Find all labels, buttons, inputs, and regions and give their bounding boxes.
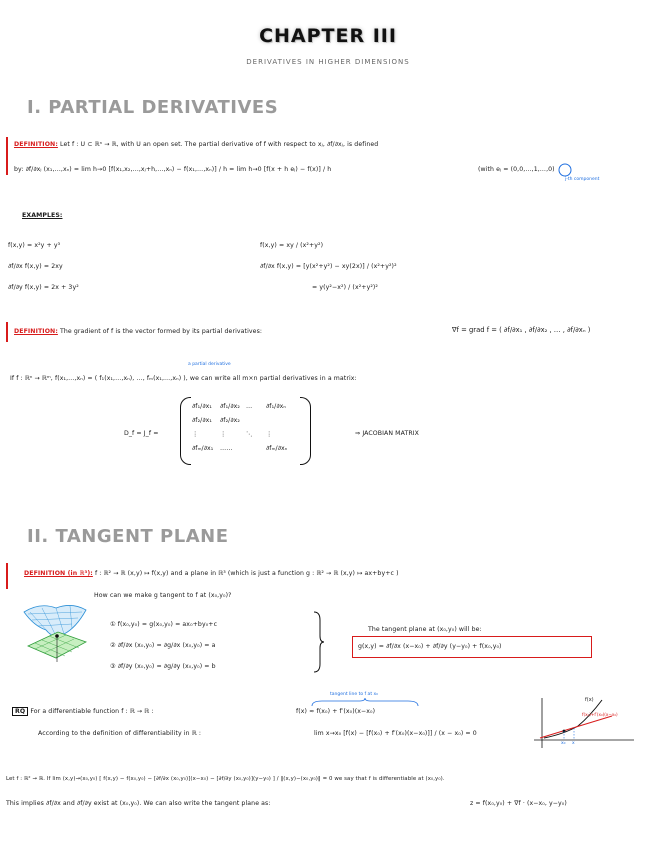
matrix-cell: ∂fₘ/∂x₁ <box>192 445 214 452</box>
matrix-cell: ∂f₂/∂x₂ <box>220 417 240 424</box>
matrix-left-bracket <box>180 397 191 465</box>
definition-2 <box>14 328 262 335</box>
definition-label: DEFINITION: <box>14 328 58 335</box>
definition-2-text: The gradient of f is the vector formed by its partial derivatives: <box>60 328 263 335</box>
matrix-cell: ∂f₁/∂xₙ <box>266 403 286 410</box>
example-left-3: ∂f/∂y f(x,y) = 2x + 3y² <box>8 284 79 291</box>
jacobian-arrow-label: ⇒ JACOBIAN MATRIX <box>355 430 420 437</box>
example-right-3: = y(y²−x²) / (x²+y²)² <box>312 284 379 291</box>
matrix-cell: …… <box>220 445 233 452</box>
partial-derivative-formula: by: ∂f/∂xⱼ (x₁,…,xₙ) = lim h→0 [f(x₁,x₂,…,xⱼ+h,…,xₙ) − f(x₁,…,xₙ)] / h = lim h→0 [f(x + h eⱼ) − f(x)] / h <box>14 166 332 173</box>
examples-left <box>8 235 79 298</box>
definition-label: DEFINITION (in ℝ³): <box>24 570 93 577</box>
matrix-cell: ∂fₘ/∂xₙ <box>266 445 288 452</box>
graph-curve-label: f(x) <box>585 697 594 703</box>
matrix-right-bracket <box>300 397 311 465</box>
jacobian-matrix <box>192 400 287 456</box>
unit-vector-note: (with eⱼ = (0,0,…,1,…,0) <box>478 166 555 173</box>
matrix-cell: ⋮ <box>266 431 273 438</box>
example-right-1: f(x,y) = xy / (x²+y²) <box>260 242 324 249</box>
condition-3: ③ ∂f/∂y (x₀,y₀) = ∂g/∂y (x₀,y₀) = b <box>110 663 216 670</box>
definition-3 <box>24 570 399 577</box>
definition-marker <box>6 563 8 589</box>
graph-x-label: x <box>572 741 575 746</box>
matrix-row <box>192 414 287 428</box>
matrix-cell: … <box>246 403 253 410</box>
tangent-plane-formula: g(x,y) = ∂f/∂x (x−x₀) + ∂f/∂y (y−y₀) + f(x₀,y₀) <box>358 643 502 650</box>
graph-x0-label: x₀ <box>561 741 566 746</box>
condition-1: ① f(x₀,y₀) = g(x₀,y₀) = ax₀+by₀+c <box>110 621 218 628</box>
example-left-1: f(x,y) = x²y + y³ <box>8 242 61 249</box>
remark <box>12 708 154 715</box>
matrix-cell: ⋮ <box>220 431 227 438</box>
remark-text: For a differentiable function f : ℝ → ℝ : <box>30 708 154 715</box>
section-title-partial-derivatives: I. PARTIAL DERIVATIVES <box>27 97 279 118</box>
matrix-row <box>192 442 287 456</box>
tangent-surface-sketch-icon <box>20 600 90 662</box>
definition-label: DEFINITION: <box>14 141 58 148</box>
section-title-tangent-plane: II. TANGENT PLANE <box>27 526 229 547</box>
matrix-cell: ⋮ <box>192 431 199 438</box>
tangent-plane-gradient-formula: z = f(x₀,y₀) + ∇f · (x−x₀, y−y₀) <box>470 800 567 807</box>
definition-marker <box>6 137 8 175</box>
definition-1 <box>14 141 378 148</box>
matrix-row <box>192 400 287 414</box>
tangent-plane-gradient-intro: This implies ∂f/∂x and ∂f/∂y exist at (x₀,y₀). We can also write the tangent plane as: <box>6 800 271 807</box>
definition-marker <box>6 322 8 342</box>
example-right-2: ∂f/∂x f(x,y) = [y(x²+y²) − xy(2x)] / (x²+y²)² <box>260 263 397 270</box>
differentiability-intro: According to the definition of differentiability in ℝ : <box>38 730 202 737</box>
matrix-cell: ⋱ <box>246 431 253 438</box>
definition-3-text: f : ℝ² → ℝ (x,y) ↦ f(x,y) and a plane in ℝ³ (which is just a function g : ℝ² → ℝ (x,y) ↦ ax+by+c ) <box>94 570 399 577</box>
tangent-question: How can we make g tangent to f at (x₀,y₀)? <box>94 592 232 599</box>
tangent-conditions <box>110 614 217 677</box>
linear-approx-formula: f(x) ≈ f(x₀) + f′(x₀)(x−x₀) <box>296 708 376 715</box>
chapter-subtitle: DERIVATIVES IN HIGHER DIMENSIONS <box>246 58 410 66</box>
matrix-cell: ∂f₁/∂x₂ <box>220 403 240 410</box>
example-left-2: ∂f/∂x f(x,y) = 2xy <box>8 263 63 270</box>
jacobian-intro: If f : ℝⁿ → ℝᵐ, f(x₁,…,xₙ) = ( f₁(x₁,…,xₙ), …, fₘ(x₁,…,xₙ) ), we can write all m×n partial derivatives in a matrix: <box>10 375 357 382</box>
circle-annotation-icon <box>556 160 574 180</box>
jacobian-lhs: D_f = J_f = <box>124 430 159 437</box>
matrix-row <box>192 428 287 442</box>
matrix-cell: ∂f₁/∂x₁ <box>192 403 212 410</box>
gradient-formula: ∇f = grad f = ( ∂f/∂x₁ , ∂f/∂x₂ , … , ∂f/∂xₙ ) <box>452 326 591 334</box>
right-brace-icon <box>312 610 326 674</box>
chapter-title: CHAPTER III <box>259 25 397 47</box>
condition-2: ② ∂f/∂x (x₀,y₀) = ∂g/∂x (x₀,y₀) = a <box>110 642 216 649</box>
examples-right <box>260 235 397 298</box>
matrix-cell: ∂f₂/∂x₁ <box>192 417 212 424</box>
differentiability-limit: lim x→x₀ [f(x) − [f(x₀) + f′(x₀)(x−x₀)]] / (x − x₀) = 0 <box>314 730 477 737</box>
graph-tangent-label: f(x₀)+f′(x₀)(x−x₀) <box>582 712 618 717</box>
definition-1-text: Let f : U ⊂ ℝⁿ → ℝ, with U an open set. The partial derivative of f with respect to xⱼ, ∂f/∂xⱼ, is defined <box>60 141 379 148</box>
tangent-plane-intro: The tangent plane at (x₀,y₀) will be: <box>368 626 482 633</box>
tangent-line-annotation: tangent line to f at x₀ <box>330 692 378 697</box>
blue-brace-icon <box>310 698 420 708</box>
remark-label: RQ <box>12 707 28 716</box>
examples-label: EXAMPLES: <box>22 212 63 219</box>
differentiability-definition: Let f : ℝ² → ℝ. If lim (x,y)→(x₀,y₀) [ f(x,y) − f(x₀,y₀) − [∂f/∂x (x₀,y₀)](x−x₀) − [∂f/∂y (x₀,y₀)](y−y₀) ] / ‖(x,y)−(x₀,y₀)‖ = 0 we say that f is differentiable at (x₀,y₀). <box>6 776 445 782</box>
partial-derivative-annotation: a partial derivative <box>188 362 231 367</box>
jth-component-annotation: j-th component <box>565 177 600 182</box>
